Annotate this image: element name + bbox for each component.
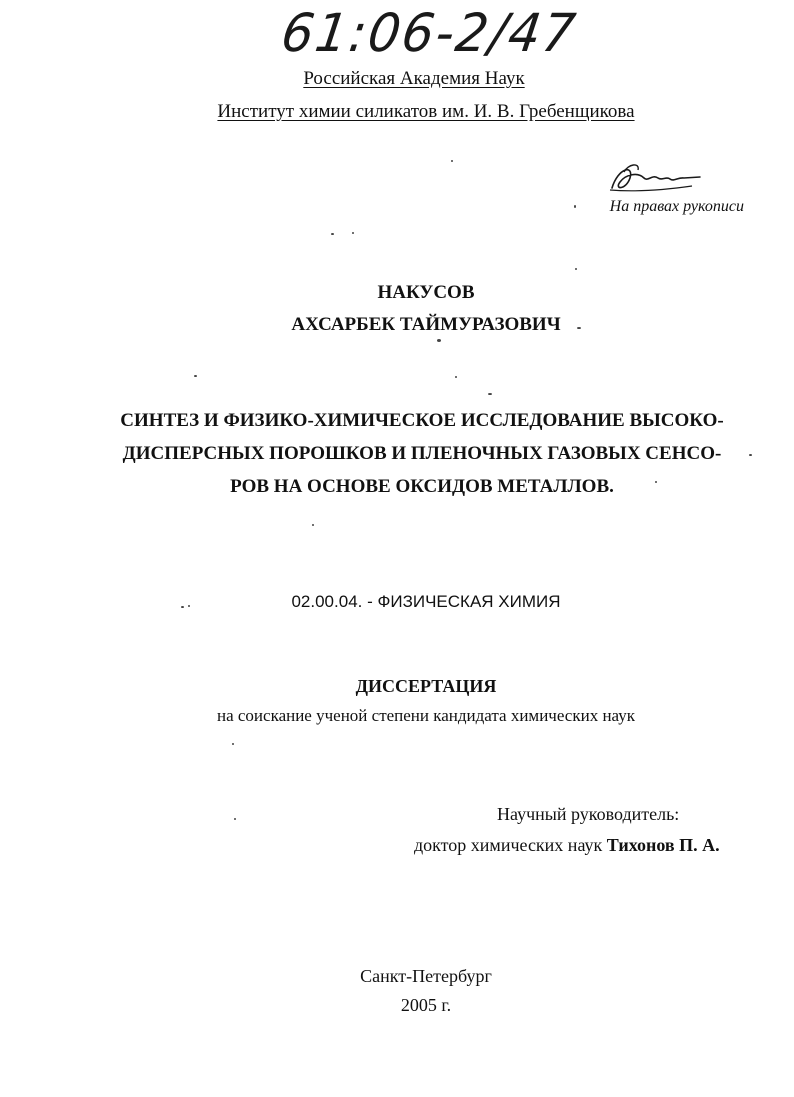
city: Санкт-Петербург [360,966,492,986]
scan-speck [749,454,752,456]
scan-speck [451,160,453,162]
scan-speck [577,327,581,329]
scan-speck [331,233,334,235]
advisor-title: доктор химических наук [414,835,603,855]
year: 2005 г. [400,995,452,1015]
academy-name: Российская Академия Наук [303,68,525,89]
author-surname: НАКУСОВ [377,282,475,303]
scan-speck [488,393,492,395]
document-type: ДИССЕРТАЦИЯ [355,676,497,696]
manuscript-rights-note: На правах рукописи [609,198,744,215]
scan-speck [194,375,197,377]
scan-speck [181,606,184,608]
degree-statement: на соискание ученой степени кандидата химических наук [216,706,635,725]
thesis-title-line: СИНТЕЗ И ФИЗИКО-ХИМИЧЕСКОЕ ИССЛЕДОВАНИЕ ВЫСОКО- [120,410,724,431]
scan-speck [234,818,236,820]
scan-speck [312,524,314,526]
signature-icon [604,160,704,200]
scan-speck [455,376,457,378]
advisor-name: Тихонов П. А. [606,835,720,855]
scan-speck [575,268,577,270]
scan-speck [188,605,190,607]
advisor-line [414,835,720,856]
scan-speck [352,232,354,234]
scan-speck [437,339,441,342]
thesis-title [112,404,732,503]
handwritten-archive-code: 61:06-2/47 [277,2,581,64]
advisor-label: Научный руководитель: [497,804,680,824]
scan-speck [574,205,576,208]
scan-speck [655,481,657,483]
institute-name: Институт химии силикатов им. И. В. Гребенщикова [217,101,635,122]
author-name: АХСАРБЕК ТАЙМУРАЗОВИЧ [291,314,561,335]
specialty-code: 02.00.04. - ФИЗИЧЕСКАЯ ХИМИЯ [291,592,561,611]
thesis-title-line: РОВ НА ОСНОВЕ ОКСИДОВ МЕТАЛЛОВ. [230,476,614,497]
thesis-title-line: ДИСПЕРСНЫХ ПОРОШКОВ И ПЛЕНОЧНЫХ ГАЗОВЫХ СЕНСО- [122,443,722,464]
scan-speck [232,743,234,745]
